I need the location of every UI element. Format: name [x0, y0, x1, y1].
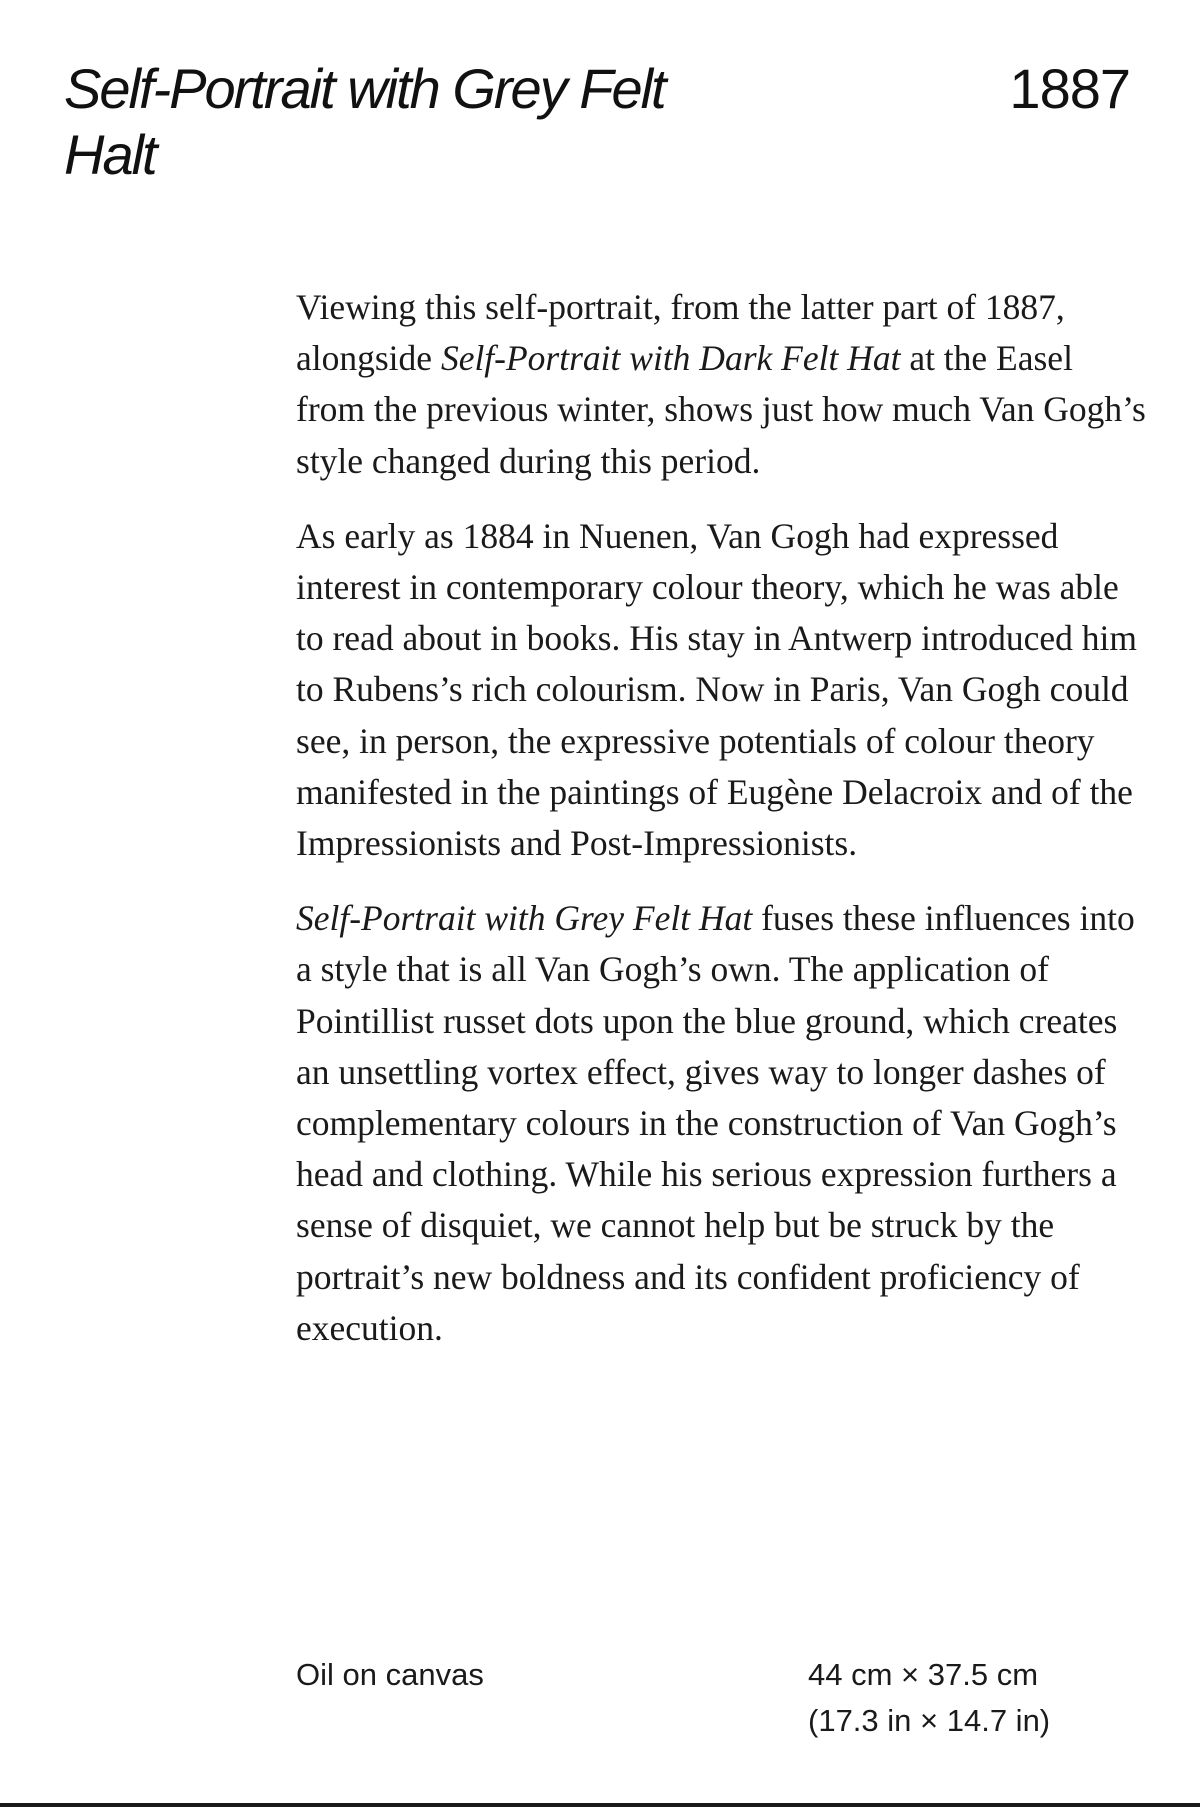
- artwork-title: Self-Portrait with Grey Felt Halt: [64, 57, 665, 186]
- artwork-medium: Oil on canvas: [296, 1657, 484, 1692]
- artwork-dimensions: [808, 1652, 1050, 1744]
- artwork-description: [296, 282, 1146, 1378]
- referenced-artwork-title: Self-Portrait with Dark Felt Hat: [440, 338, 901, 379]
- dimensions-imperial: (17.3 in × 14.7 in): [808, 1703, 1051, 1738]
- description-paragraph-1: [296, 282, 1146, 487]
- description-paragraph-3: [296, 893, 1146, 1354]
- artwork-year: 1887: [1009, 57, 1130, 120]
- paragraph-1-text-end: at the Easel from the previous winter, shows just how much Van Gogh’s style changed during this period.: [296, 338, 1146, 481]
- paragraph-1-text-start: Viewing this self-portrait, from the latter part of 1887, alongside: [296, 287, 1065, 379]
- description-paragraph-2: As early as 1884 in Nuenen, Van Gogh had expressed interest in contemporary colour theory, which he was able to read about in books. His stay in Antwerp introduced him to Rubens’s rich colourism. Now in Paris, Van Gogh could see, in person, the expressive potentials of colour theory manifested in the paintings of Eugène Delacroix and of the Impressionists and Post-Impressionists.: [296, 515, 1138, 864]
- bottom-divider: [0, 1803, 1200, 1807]
- artwork-title-reference: Self-Portrait with Grey Felt Hat: [296, 898, 753, 939]
- dimensions-metric: 44 cm × 37.5 cm: [808, 1657, 1039, 1692]
- paragraph-3-text: fuses these influences into a style that is all Van Gogh’s own. The application of Pointillist russet dots upon the blue ground, which creates an unsettling vortex effect, gives way to longer dashes of complementary colours in the construction of Van Gogh’s head and clothing. While his serious expression furthers a sense of disquiet, we cannot help but be struck by the portrait’s new boldness and its confident proficiency of execution.: [296, 898, 1135, 1348]
